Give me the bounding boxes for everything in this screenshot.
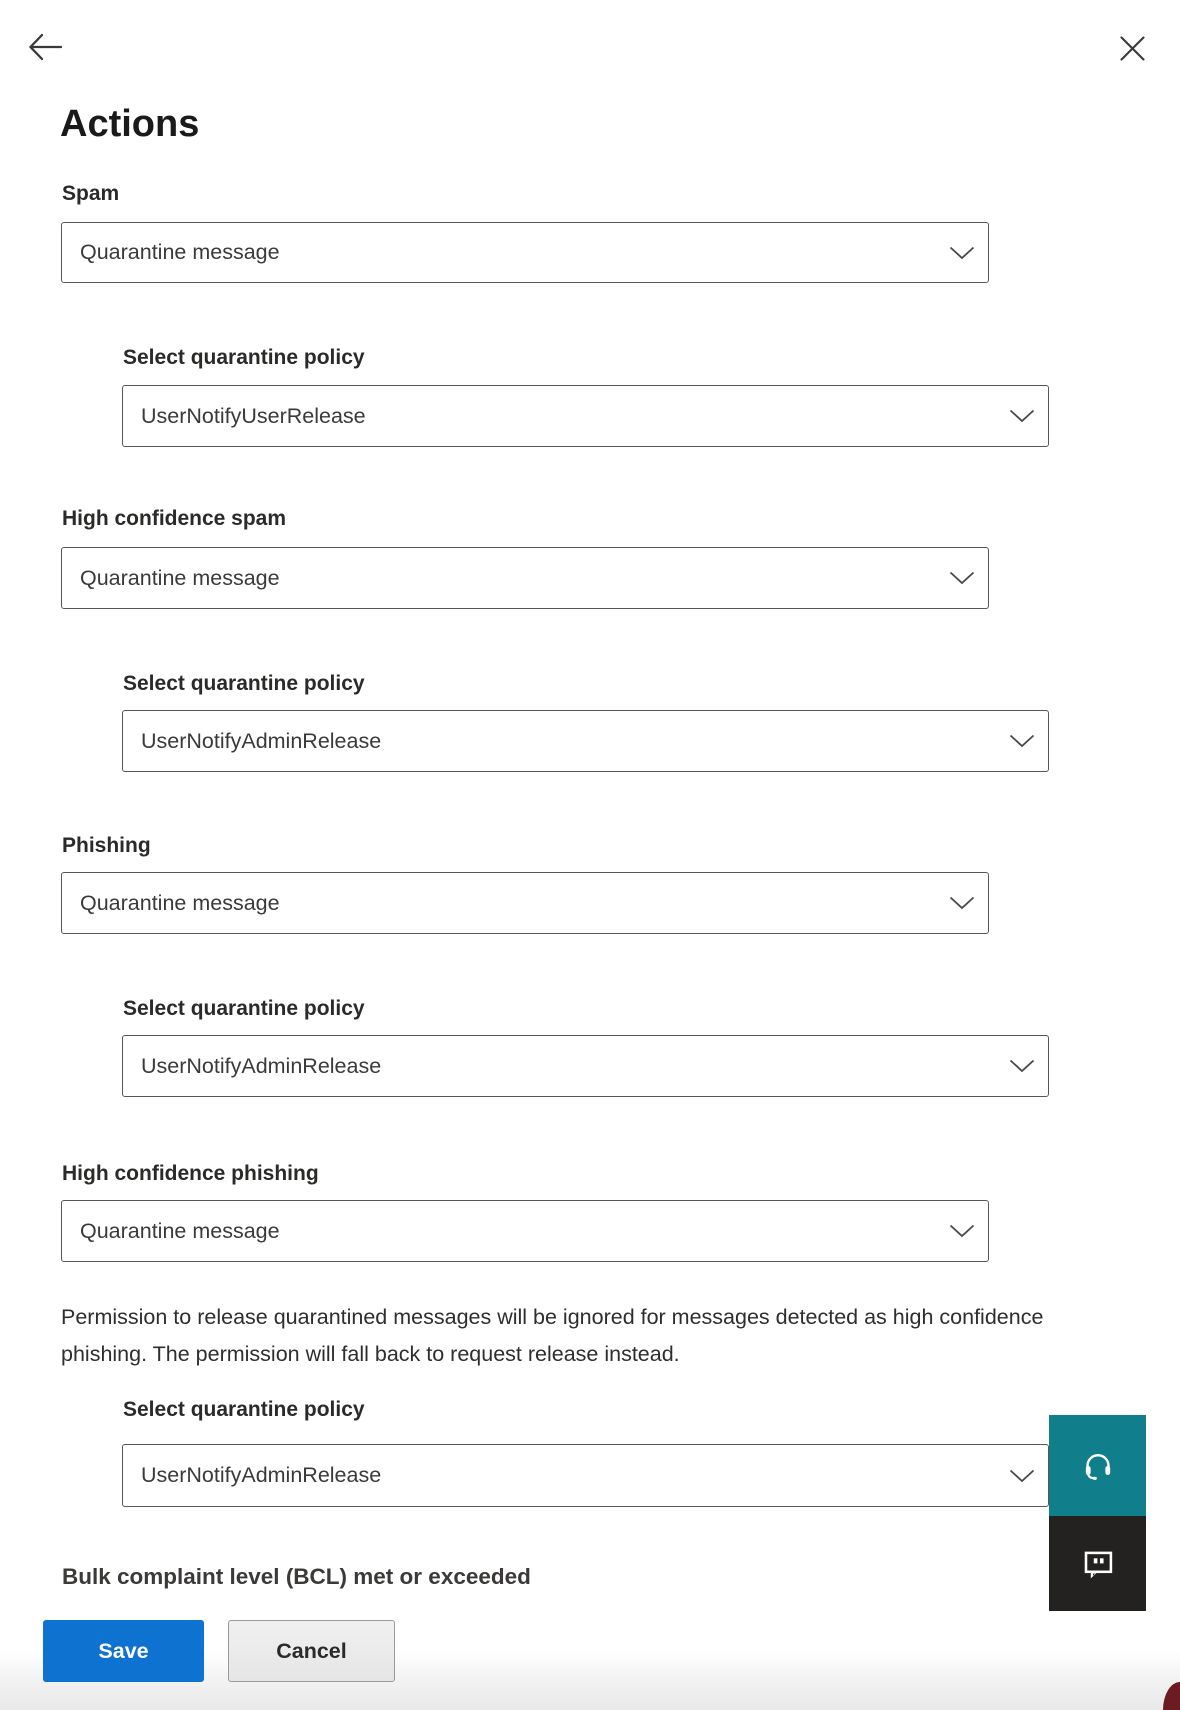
chevron-down-icon — [949, 1224, 975, 1243]
high-confidence-spam-policy-value: UserNotifyAdminRelease — [141, 728, 382, 753]
headset-icon — [1081, 1449, 1115, 1483]
spam-policy-label: Select quarantine policy — [123, 346, 365, 369]
high-confidence-phishing-policy-value: UserNotifyAdminRelease — [141, 1463, 382, 1487]
high-confidence-phishing-action-value: Quarantine message — [80, 1218, 280, 1243]
spam-policy-value: UserNotifyUserRelease — [141, 403, 366, 428]
chevron-down-icon — [949, 896, 975, 915]
high-confidence-phishing-section-label: High confidence phishing — [62, 1162, 319, 1185]
high-confidence-phishing-policy-label: Select quarantine policy — [123, 1398, 365, 1421]
phishing-action-value: Quarantine message — [80, 890, 280, 915]
help-support-button[interactable] — [1049, 1415, 1146, 1516]
chevron-down-icon — [949, 571, 975, 590]
close-button[interactable] — [1113, 29, 1151, 67]
phishing-section-label: Phishing — [62, 834, 151, 857]
spam-section-label: Spam — [62, 182, 120, 205]
spam-action-dropdown[interactable] — [61, 222, 989, 283]
page-title: Actions — [60, 103, 200, 145]
high-confidence-spam-policy-dropdown[interactable] — [122, 710, 1049, 772]
chevron-down-icon — [949, 246, 975, 265]
bulk-complaint-level-section-label: Bulk complaint level (BCL) met or exceeded — [62, 1564, 531, 1589]
phishing-policy-label: Select quarantine policy — [123, 997, 365, 1020]
high-confidence-spam-action-value: Quarantine message — [80, 565, 280, 590]
back-button[interactable] — [26, 29, 64, 65]
close-icon — [1119, 35, 1146, 62]
high-confidence-spam-policy-label: Select quarantine policy — [123, 672, 365, 695]
high-confidence-phishing-action-dropdown[interactable] — [61, 1200, 989, 1262]
phishing-action-dropdown[interactable] — [61, 872, 989, 934]
chevron-down-icon — [1009, 734, 1035, 753]
high-confidence-spam-section-label: High confidence spam — [62, 507, 287, 530]
high-confidence-spam-action-dropdown[interactable] — [61, 547, 989, 609]
chevron-down-icon — [1009, 409, 1035, 428]
feedback-chat-button[interactable] — [1049, 1516, 1146, 1611]
phishing-policy-value: UserNotifyAdminRelease — [141, 1053, 382, 1078]
chevron-down-icon — [1009, 1469, 1035, 1488]
chevron-down-icon — [1009, 1059, 1035, 1078]
spam-action-value: Quarantine message — [80, 240, 280, 264]
high-confidence-phishing-note: Permission to release quarantined messages will be ignored for messages detected as high confidence phishing. The permission will fall back to request release instead. — [61, 1305, 1044, 1366]
save-button[interactable]: Save — [43, 1620, 204, 1682]
arrow-left-icon — [27, 32, 63, 62]
cancel-button[interactable]: Cancel — [228, 1620, 395, 1682]
chat-bubble-icon — [1080, 1546, 1116, 1582]
high-confidence-phishing-policy-dropdown[interactable] — [122, 1444, 1049, 1507]
spam-policy-dropdown[interactable] — [122, 385, 1049, 447]
phishing-policy-dropdown[interactable] — [122, 1035, 1049, 1097]
